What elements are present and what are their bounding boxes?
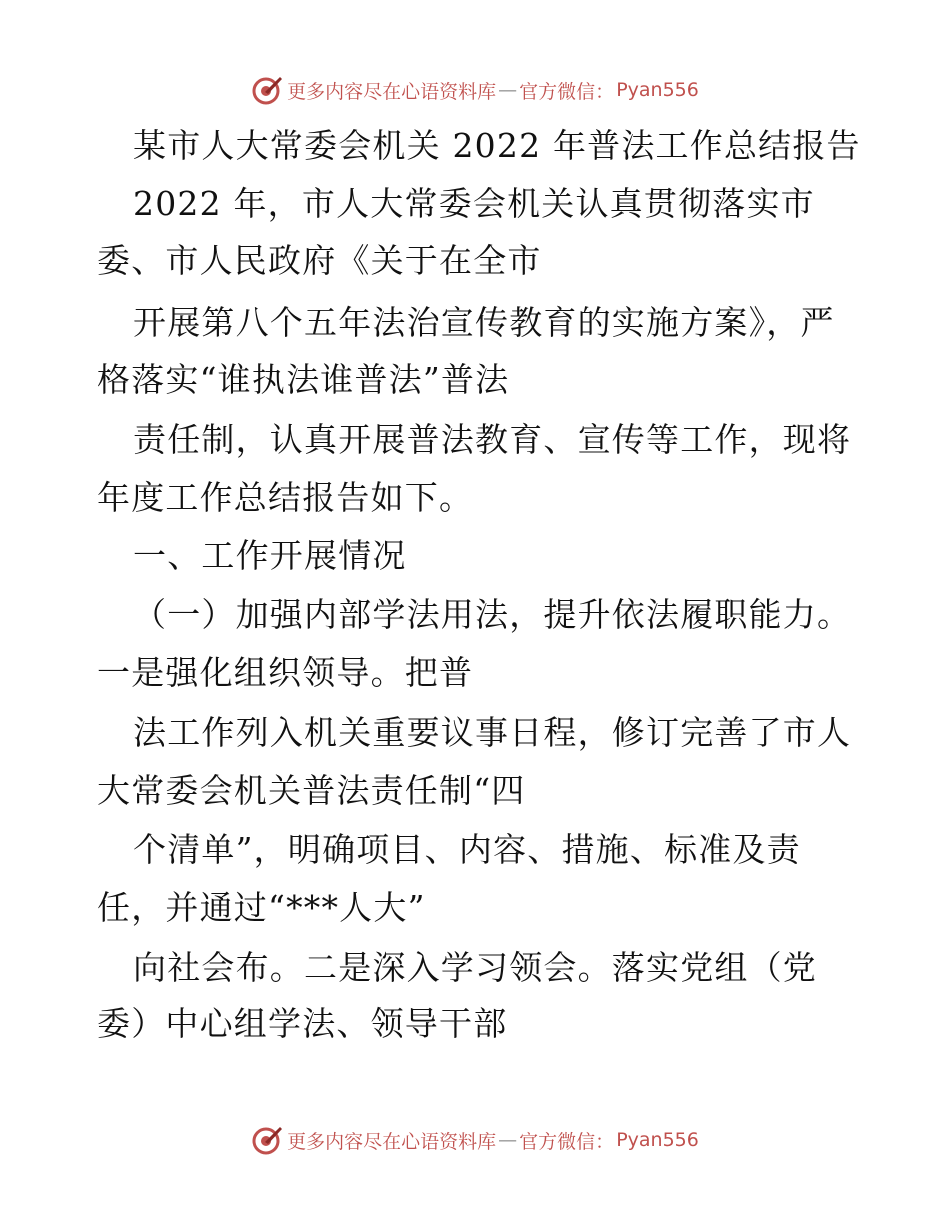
- text-line: 年度工作总结报告如下。: [97, 478, 474, 517]
- text-line: 开展第八个五年法治宣传教育的实施方案》，严: [133, 303, 835, 342]
- watermark-text: 更多内容尽在心语资料库: [287, 1130, 497, 1153]
- watermark-wechat-id: Pyan556: [616, 1129, 699, 1151]
- text-line: 一是强化组织领导。把普: [97, 653, 474, 692]
- text-line: 大常委会机关普法责任制“四: [97, 771, 526, 810]
- header-watermark: [0, 70, 950, 110]
- section-heading: 一、工作开展情况: [133, 536, 407, 575]
- text-line: 2022 年，市人大常委会机关认真贯彻落实市: [133, 184, 815, 223]
- watermark-dash: —: [498, 1129, 518, 1151]
- watermark-dash: —: [498, 79, 518, 101]
- watermark-wechat-id: Pyan556: [616, 79, 699, 101]
- watermark-text: 更多内容尽在心语资料库: [287, 80, 497, 103]
- text-line: 任，并通过“***人大”: [97, 888, 426, 927]
- text-line: 委）中心组学法、领导干部: [97, 1004, 508, 1043]
- watermark-wechat-label: 官方微信：: [519, 80, 615, 103]
- quill-circle-logo-icon: [251, 74, 283, 106]
- quill-circle-logo-icon: [251, 1124, 283, 1156]
- subsection-heading: （一）加强内部学法用法，提升依法履职能力。: [133, 595, 852, 634]
- text-line: 格落实“谁执法谁普法”普法: [97, 360, 510, 399]
- document-title: 某市人大常委会机关 2022 年普法工作总结报告: [133, 126, 861, 165]
- watermark-wechat-label: 官方微信：: [519, 1130, 615, 1153]
- text-line: 向社会布。二是深入学习领会。落实党组（党: [133, 948, 817, 987]
- footer-watermark: [0, 1120, 950, 1160]
- text-line: 委、市人民政府《关于在全市: [97, 241, 542, 280]
- text-line: 责任制，认真开展普法教育、宣传等工作，现将: [133, 420, 852, 459]
- text-line: 法工作列入机关重要议事日程，修订完善了市人: [133, 713, 852, 752]
- text-line: 个清单”，明确项目、内容、措施、标准及责: [133, 830, 801, 869]
